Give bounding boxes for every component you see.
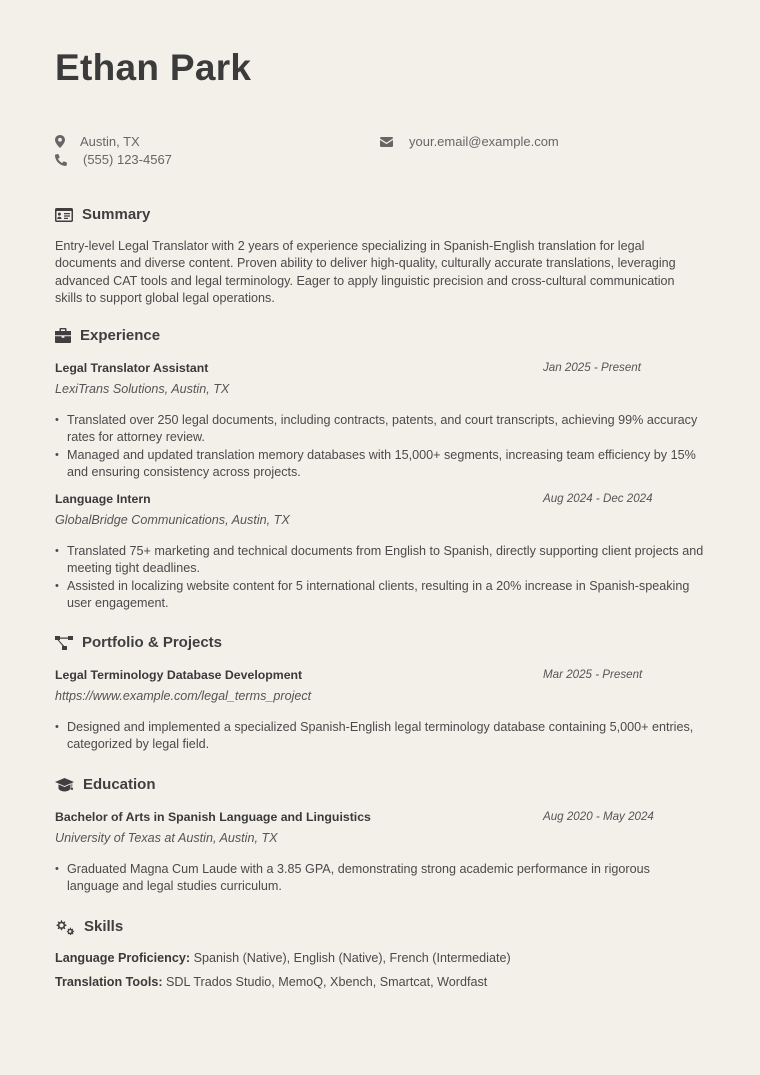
briefcase-icon — [55, 328, 71, 343]
contact-phone — [55, 152, 172, 167]
job-title: Legal Translator Assistant — [55, 361, 209, 375]
skill-label: Language Proficiency: — [55, 951, 191, 965]
contact-email — [380, 134, 559, 149]
project-title: Legal Terminology Database Development — [55, 668, 303, 682]
summary-title: Summary — [82, 206, 151, 223]
map-marker-icon — [55, 135, 65, 148]
job-date: Jan 2025 - Present — [543, 361, 641, 374]
location-text: Austin, TX — [80, 134, 140, 149]
bullet-item: • Designed and implemented a specialized Spanish-English legal terminology database containing 5,000+ entries, categorized by legal field. — [55, 719, 705, 754]
experience-header — [55, 327, 160, 344]
project-link[interactable]: https://www.example.com/legal_terms_project — [55, 689, 312, 703]
skills-header — [55, 918, 123, 935]
skill-row — [55, 975, 487, 989]
degree-title: Bachelor of Arts in Spanish Language and Linguistics — [55, 810, 371, 824]
project-diagram-icon — [55, 636, 73, 650]
summary-header — [55, 206, 150, 223]
project-bullets — [55, 719, 705, 754]
candidate-name: Ethan Park — [55, 47, 252, 88]
education-bullets — [55, 861, 705, 896]
phone-icon — [55, 154, 67, 166]
job-bullets — [55, 543, 705, 612]
projects-title: Portfolio & Projects — [82, 634, 223, 651]
bullet-item: • Translated over 250 legal documents, including contracts, patents, and court transcripts, achieving 99% accuracy rates for attorney review. — [55, 412, 705, 447]
envelope-icon — [380, 137, 393, 147]
skill-value: Spanish (Native), English (Native), French (Intermediate) — [193, 951, 511, 965]
skill-value: SDL Trados Studio, MemoQ, Xbench, Smartcat, Wordfast — [166, 975, 488, 989]
job-bullets — [55, 412, 705, 481]
job-company: LexiTrans Solutions, Austin, TX — [55, 382, 230, 396]
phone-text: (555) 123-4567 — [83, 152, 172, 167]
skill-row — [55, 951, 511, 965]
project-date: Mar 2025 - Present — [543, 668, 643, 681]
summary-text: Entry-level Legal Translator with 2 years of experience specializing in Spanish-English translation for legal documents and diverse content. Proven ability to deliver high-quality, culturally accurate translations, leveraging advanced CAT tools and legal terminology. Eager to apply linguistic precision and cross-cultural communication skills to support global legal operations. — [55, 239, 676, 305]
bullet-item: • Assisted in localizing website content for 5 international clients, resulting in a 20% increase in Spanish-speaking user engagement. — [55, 578, 705, 613]
contact-location — [55, 134, 140, 149]
email-text: your.email@example.com — [409, 134, 559, 149]
job-date: Aug 2024 - Dec 2024 — [543, 492, 653, 505]
bullet-item: • Graduated Magna Cum Laude with a 3.85 GPA, demonstrating strong academic performance in rigorous language and legal studies curriculum. — [55, 861, 705, 896]
education-date: Aug 2020 - May 2024 — [543, 810, 654, 823]
projects-header — [55, 634, 222, 651]
cogs-icon — [55, 919, 75, 935]
job-company: GlobalBridge Communications, Austin, TX — [55, 513, 290, 527]
job-title: Language Intern — [55, 492, 151, 506]
id-card-icon — [55, 208, 73, 222]
education-title: Education — [83, 776, 156, 793]
graduation-cap-icon — [55, 778, 74, 792]
bullet-item: • Translated 75+ marketing and technical documents from English to Spanish, directly supporting client projects and meeting tight deadlines. — [55, 543, 705, 578]
skills-title: Skills — [84, 918, 124, 935]
bullet-item: • Managed and updated translation memory databases with 15,000+ segments, increasing team efficiency by 15% and ensuring consistency across projects. — [55, 447, 705, 482]
school-name: University of Texas at Austin, Austin, TX — [55, 831, 278, 845]
skill-label: Translation Tools: — [55, 975, 163, 989]
experience-title: Experience — [80, 327, 161, 344]
education-header — [55, 776, 156, 793]
